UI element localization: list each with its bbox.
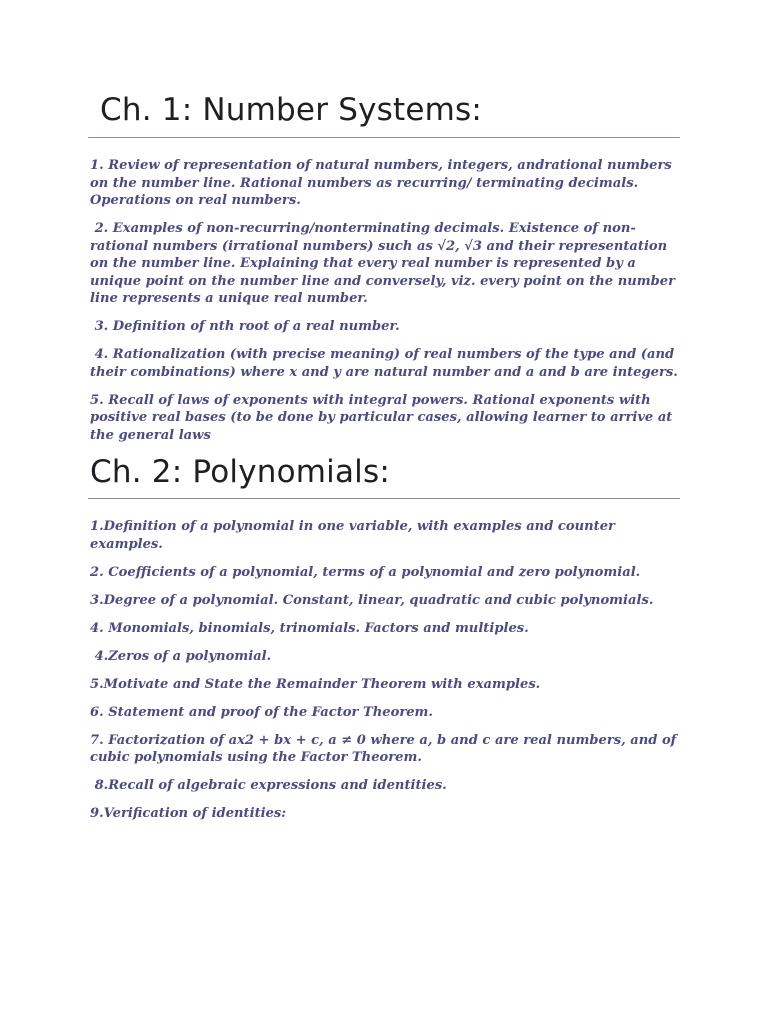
- chapter-2-title: Ch. 2: Polynomials:: [90, 454, 390, 490]
- chapter-1-title: Ch. 1: Number Systems:: [100, 92, 483, 128]
- list-item: 3.Degree of a polynomial. Constant, linear, quadratic and cubic polynomials.: [90, 592, 654, 608]
- list-item: 7. Factorization of ax2 + bx + c, a ≠ 0 where a, b and c are real numbers, and of cubic polynomials using the Factor Theorem.: [90, 732, 681, 765]
- list-item: 6. Statement and proof of the Factor Theorem.: [90, 704, 433, 720]
- list-item: 2. Examples of non-recurring/nonterminating decimals. Existence of non-rational numbers (irrational numbers) such as √2, √3 and their representation on the number line. Explaining that every real number is represented by a unique point on the number line and conversely, viz. every point on the number line represents a unique real number.: [90, 221, 680, 306]
- list-item: 5. Recall of laws of exponents with integral powers. Rational exponents with positive real bases (to be done by particular cases, allowing learner to arrive at the general laws: [90, 392, 677, 443]
- chapter-2-topic-list: [90, 518, 680, 833]
- list-item: 1. Review of representation of natural numbers, integers, andrational numbers on the number line. Rational numbers as recurring/ terminating decimals. Operations on real numbers.: [90, 158, 677, 208]
- list-item: 4.Zeros of a polynomial.: [90, 648, 272, 664]
- list-item: 1.Definition of a polynomial in one variable, with examples and counter examples.: [90, 519, 620, 552]
- list-item: 4. Rationalization (with precise meaning) of real numbers of the type and (and their combinations) where x and y are natural number and a and b are integers.: [90, 347, 679, 380]
- list-item: 8.Recall of algebraic expressions and identities.: [90, 778, 447, 793]
- list-item: 4. Monomials, binomials, trinomials. Factors and multiples.: [90, 620, 529, 636]
- list-item: 3. Definition of nth root of a real number.: [90, 319, 400, 334]
- chapter-2-divider: [88, 498, 680, 499]
- list-item: 9.Verification of identities:: [90, 806, 287, 821]
- list-item: 5.Motivate and State the Remainder Theorem with examples.: [90, 676, 541, 692]
- list-item: 2. Coefficients of a polynomial, terms of a polynomial and zero polynomial.: [90, 564, 641, 580]
- chapter-1-topic-list: [90, 157, 680, 455]
- chapter-1-divider: [88, 137, 680, 138]
